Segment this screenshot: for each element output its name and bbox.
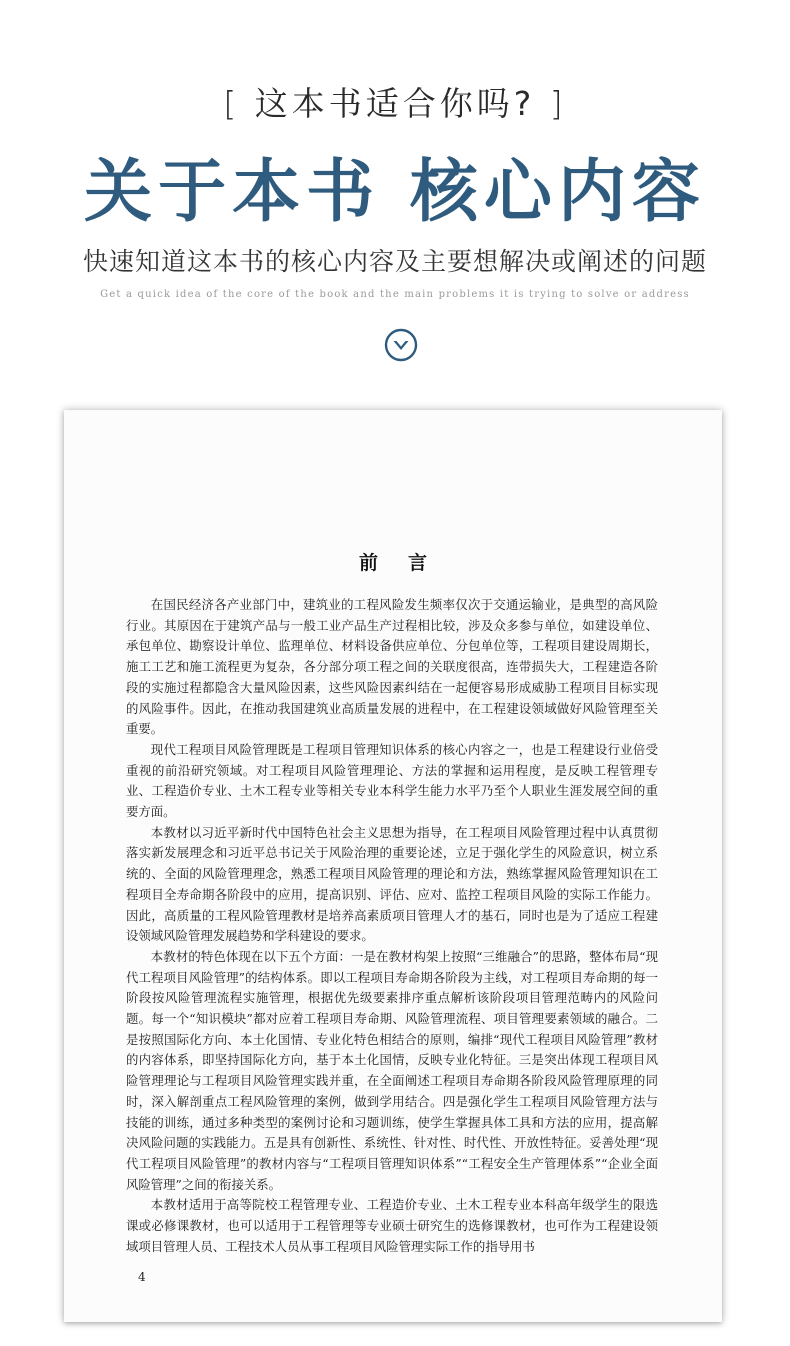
header-banner (0, 0, 790, 400)
paragraph: 在国民经济各产业部门中，建筑业的工程风险发生频率仅次于交通运输业，是典型的高风险行业。其原因在于建筑产品与一般工业产品生产过程相比较，涉及众多参与单位，如建设单位、承包单位、勘察设计单位、监理单位、材料设备供应单位、分包单位等，工程项目建设周期长，施工工艺和施工流程更为复杂，各分部分项工程之间的关联度很高，连带损失大，工程建造各阶段的实施过程都隐含大量风险因素，这些风险因素纠结在一起便容易形成威胁工程项目目标实现的风险事件。因此，在推动我国建筑业高质量发展的进程中，在工程建设领域做好风险管理至关重要。 (126, 597, 658, 737)
bracket-right: ] (549, 84, 567, 123)
paragraph: 本教材适用于高等院校工程管理专业、工程造价专业、土木工程专业本科高年级学生的限选课或必修课教材，也可以适用于工程管理等专业硕士研究生的选修课教材，也可作为工程建设领域项目管理人员、工程技术人员从事工程项目风险管理实际工作的指导用书 (126, 1197, 658, 1254)
preface-body (126, 595, 658, 1258)
question-text: 这本书适合你吗? (254, 84, 536, 123)
page-number: 4 (138, 1270, 146, 1284)
main-title: 关于本书 核心内容 (84, 152, 706, 232)
paragraph: 现代工程项目风险管理既是工程项目管理知识体系的核心内容之一，也是工程建设行业倍受重视的前沿研究领域。对工程项目风险管理理论、方法的掌握和运用程度，是反映工程管理专业、工程造价专业、土木工程专业等相关专业本科学生能力水平乃至个人职业生涯发展空间的重要方面。 (126, 741, 658, 820)
subtitle: 快速知道这本书的核心内容及主要想解决或阐述的问题 (82, 247, 707, 276)
paragraph: 本教材的特色体现在以下五个方面：一是在教材构架上按照“三维融合”的思路，整体布局“现代工程项目风险管理”的结构体系。即以工程项目寿命期各阶段为主线，对工程项目寿命期的每一阶段按风险管理流程实施管理，根据优先级要素排序重点解析该阶段项目管理范畴内的风险问题。每一个“知识模块”都对应着工程项目寿命期、风险管理流程、项目管理要素领域的融合。二是按照国际化方向、本土化国情、专业化特色相结合的原则，编排“现代工程项目风险管理”教材的内容体系，即坚持国际化方向，基于本土化国情，反映专业化特征。三是突出体现工程项目风险管理理论与工程项目风险管理实践并重，在全面阐述工程项目寿命期各阶段风险管理原理的同时，深入解剖重点工程风险管理的案例，做到学用结合。四是强化学生工程项目风险管理方法与技能的训练，通过多种类型的案例讨论和习题训练，使学生掌握具体工具和方法的应用，提高解决风险问题的实践能力。五是具有创新性、系统性、针对性、时代性、开放性特征。妥善处理“现代工程项目风险管理”的教材内容与“工程项目管理知识体系”“工程安全生产管理体系”“企业全面风险管理”之间的衔接关系。 (126, 948, 658, 1192)
subtitle-english: Get a quick idea of the core of the book and the main problems it is trying to solve or address (100, 289, 690, 300)
paragraph: 本教材以习近平新时代中国特色社会主义思想为指导，在工程项目风险管理过程中认真贯彻落实新发展理念和习近平总书记关于风险治理的重要论述，立足于强化学生的风险意识，树立系统的、全面的风险管理理念，熟悉工程项目风险管理的理论和方法，熟练掌握风险管理知识在工程项目全寿命期各阶段中的应用，提高识别、评估、应对、监控工程项目风险的实际工作能力。因此，高质量的工程风险管理教材是培养高素质项目管理人才的基石，同时也是为了适应工程建设领域风险管理发展趋势和学科建设的要求。 (126, 824, 658, 944)
preface-heading: 前言 (358, 552, 457, 574)
question-heading (0, 78, 790, 125)
bracket-left: [ (223, 84, 241, 123)
book-page-preview (64, 410, 722, 1322)
chevron-down-circle-icon (384, 328, 418, 362)
